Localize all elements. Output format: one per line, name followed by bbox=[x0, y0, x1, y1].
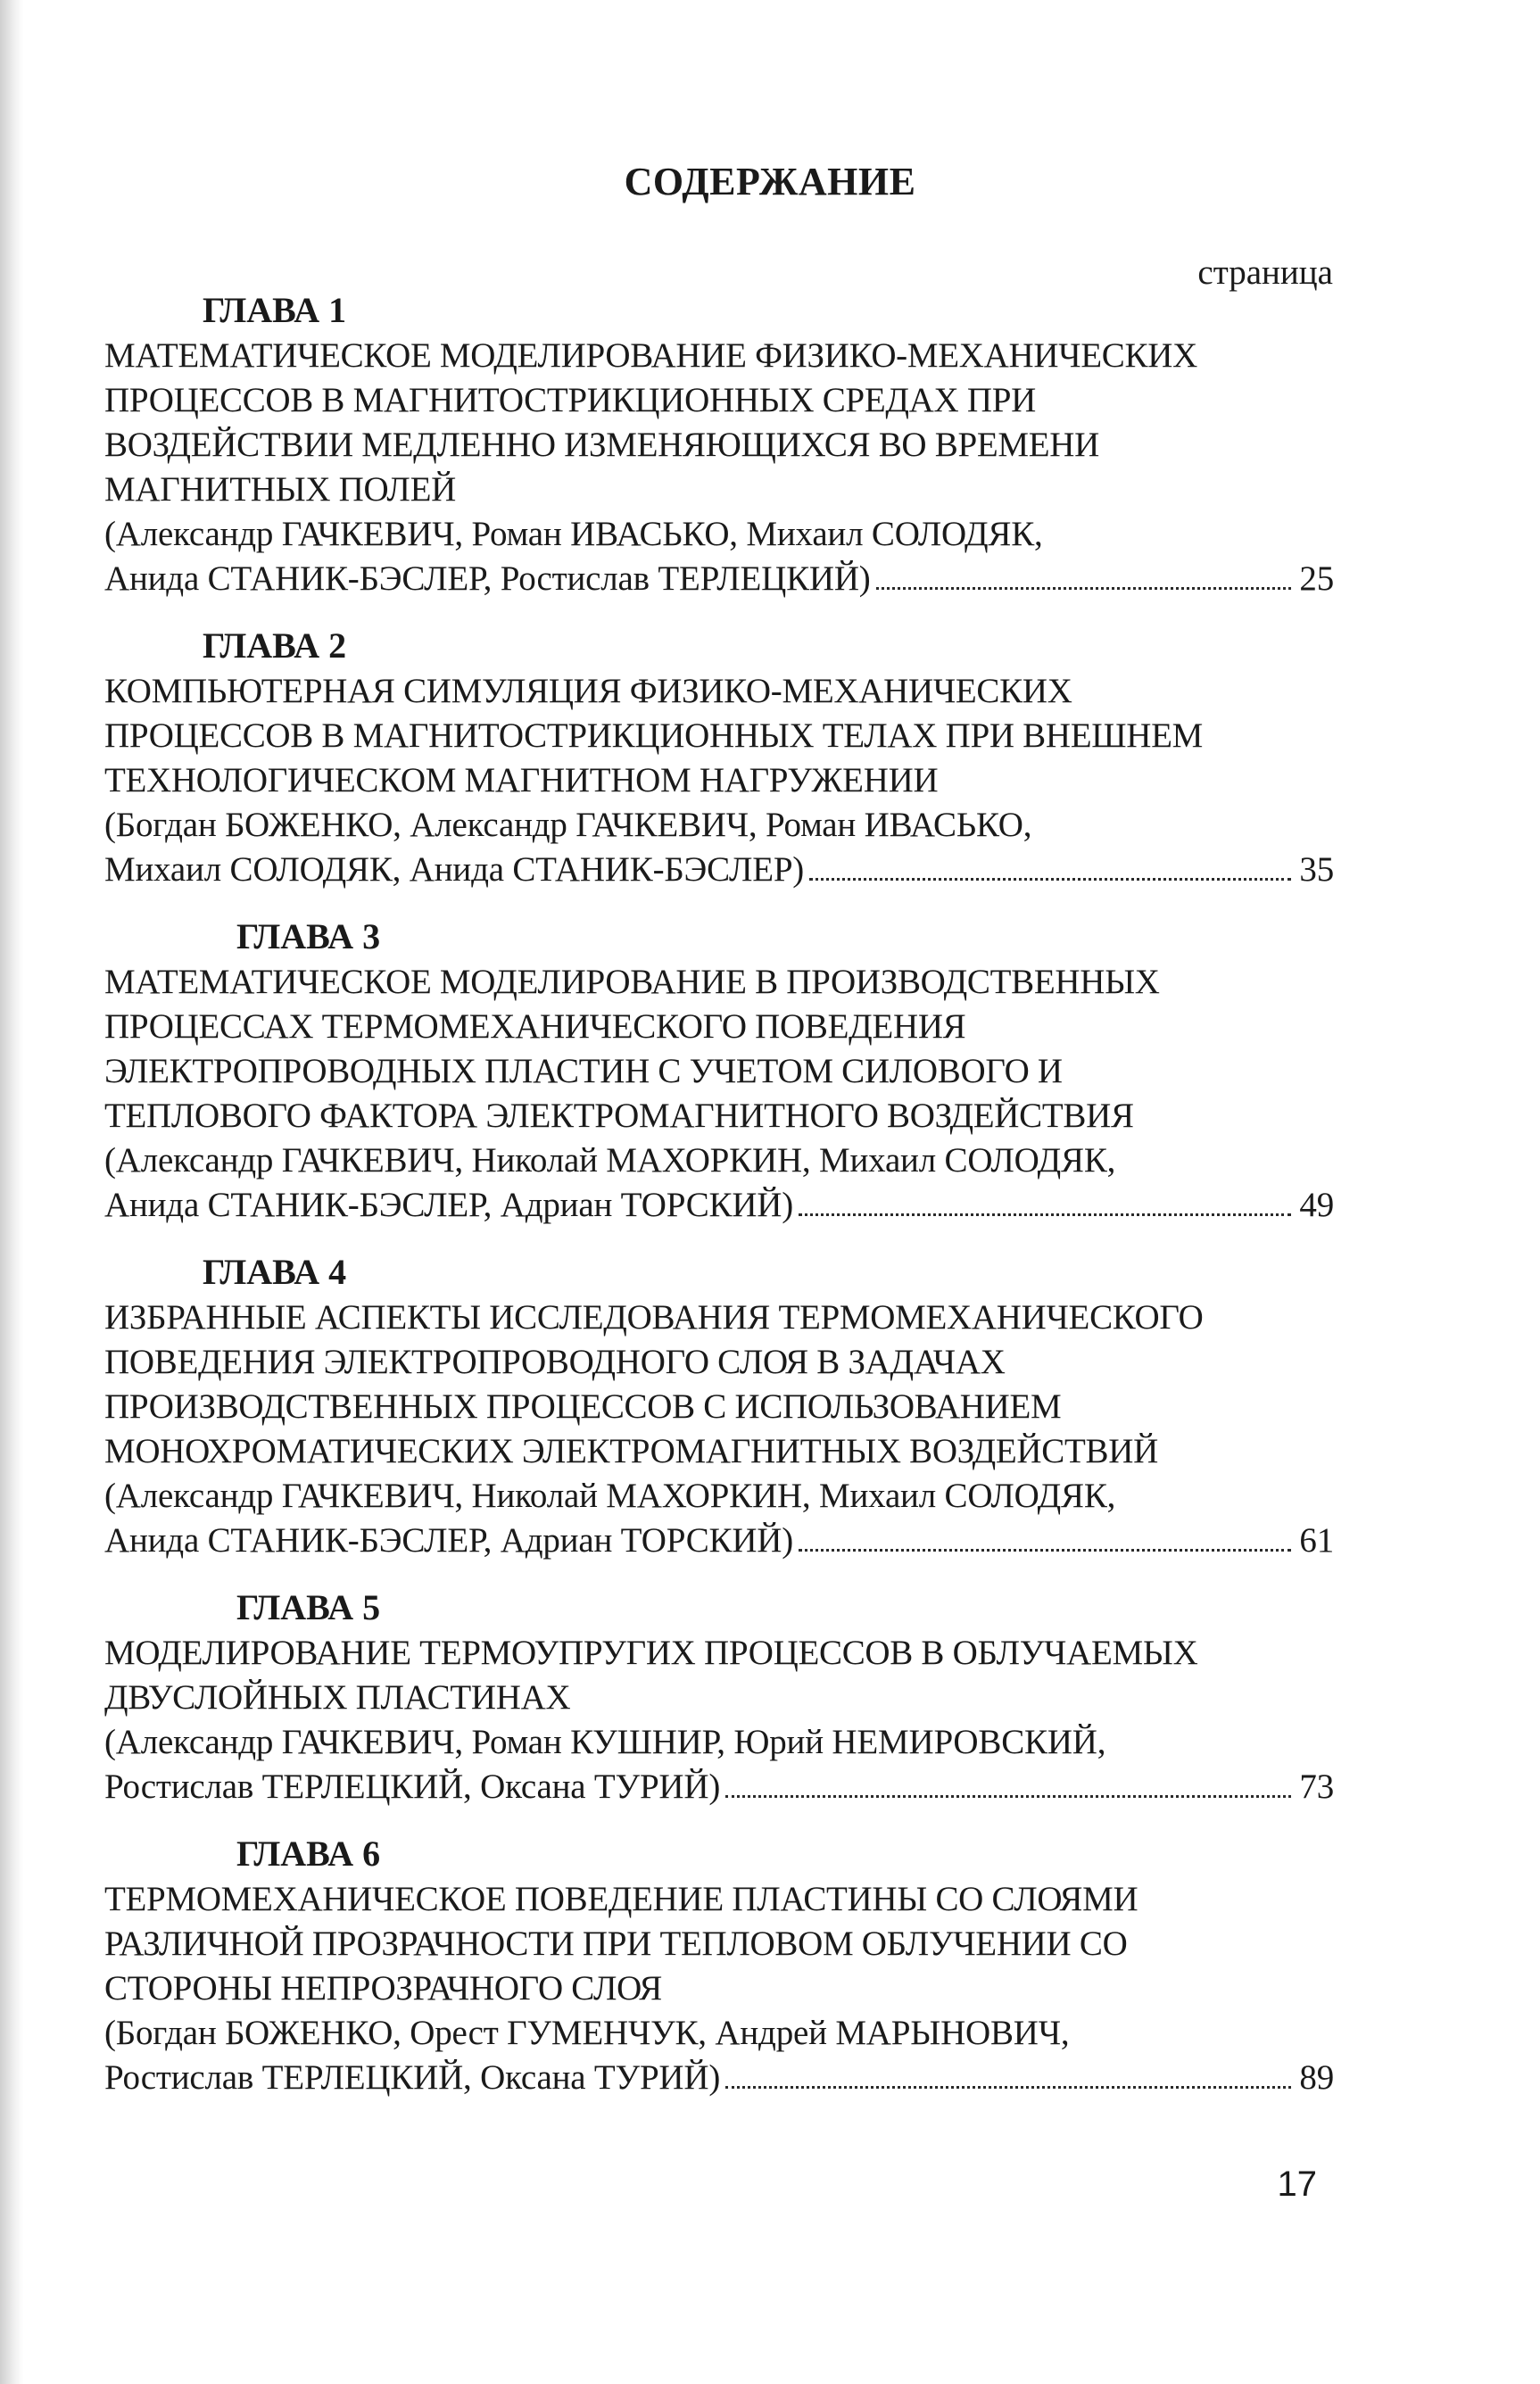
chapter-title-line: ПРОЦЕССОВ В МАГНИТОСТРИКЦИОННЫХ ТЕЛАХ ПРИ ВНЕШНЕМ bbox=[104, 716, 1204, 755]
chapter-title-line: МОНОХРОМАТИЧЕСКИХ ЭЛЕКТРОМАГНИТНЫХ ВОЗДЕЙСТВИЙ bbox=[104, 1432, 1158, 1470]
table-of-contents bbox=[104, 287, 1334, 2122]
chapter-title-line: РАЗЛИЧНОЙ ПРОЗРАЧНОСТИ ПРИ ТЕПЛОВОМ ОБЛУЧЕНИИ СО bbox=[104, 1925, 1128, 1963]
chapter-label: ГЛАВА 6 bbox=[236, 1834, 381, 1874]
authors-line-with-page bbox=[104, 2056, 1334, 2100]
toc-entry[interactable] bbox=[104, 623, 1334, 892]
scan-edge-shadow bbox=[0, 0, 23, 2384]
chapter-authors bbox=[104, 803, 1334, 892]
dot-leader bbox=[876, 587, 1291, 590]
authors-line: Михаил СОЛОДЯК, Анида СТАНИК-БЭСЛЕР) bbox=[104, 850, 805, 889]
chapter-authors bbox=[104, 512, 1334, 601]
authors-line: (Богдан БОЖЕНКО, Александр ГАЧКЕВИЧ, Роман ИВАСЬКО, bbox=[104, 806, 1032, 844]
chapter-authors bbox=[104, 1720, 1334, 1809]
toc-entry[interactable] bbox=[104, 1585, 1334, 1809]
authors-line: (Александр ГАЧКЕВИЧ, Николай МАХОРКИН, Михаил СОЛОДЯК, bbox=[104, 1141, 1116, 1180]
chapter-title-line: СТОРОНЫ НЕПРОЗРАЧНОГО СЛОЯ bbox=[104, 1969, 662, 2007]
toc-page-number[interactable]: 73 bbox=[1299, 1767, 1334, 1806]
authors-line: (Александр ГАЧКЕВИЧ, Роман ИВАСЬКО, Михаил СОЛОДЯК, bbox=[104, 515, 1043, 553]
chapter-title-line: ДВУСЛОЙНЫХ ПЛАСТИНАХ bbox=[104, 1678, 571, 1717]
chapter-title-line: КОМПЬЮТЕРНАЯ СИМУЛЯЦИЯ ФИЗИКО-МЕХАНИЧЕСКИХ bbox=[104, 672, 1072, 710]
toc-page-number[interactable]: 35 bbox=[1299, 850, 1334, 889]
chapter-title-line: ВОЗДЕЙСТВИИ МЕДЛЕННО ИЗМЕНЯЮЩИХСЯ ВО ВРЕМЕНИ bbox=[104, 426, 1099, 464]
chapter-title bbox=[104, 1295, 1334, 1474]
chapter-title-line: ТЕХНОЛОГИЧЕСКОМ МАГНИТНОМ НАГРУЖЕНИИ bbox=[104, 761, 939, 799]
authors-line: (Александр ГАЧКЕВИЧ, Роман КУШНИР, Юрий НЕМИРОВСКИЙ, bbox=[104, 1723, 1106, 1761]
chapter-label: ГЛАВА 4 bbox=[203, 1252, 347, 1292]
chapter-title-line: МАГНИТНЫХ ПОЛЕЙ bbox=[104, 470, 456, 509]
authors-line-with-page bbox=[104, 1765, 1334, 1809]
chapter-title bbox=[104, 334, 1334, 512]
dot-leader bbox=[799, 1549, 1291, 1552]
chapter-title bbox=[104, 669, 1334, 803]
chapter-authors bbox=[104, 1474, 1334, 1563]
chapter-title-line: ТЕПЛОВОГО ФАКТОРА ЭЛЕКТРОМАГНИТНОГО ВОЗДЕЙСТВИЯ bbox=[104, 1097, 1134, 1135]
chapter-authors bbox=[104, 1138, 1334, 1228]
authors-line: Ростислав ТЕРЛЕЦКИЙ, Оксана ТУРИЙ) bbox=[104, 1767, 721, 1806]
chapter-title-line: ПОВЕДЕНИЯ ЭЛЕКТРОПРОВОДНОГО СЛОЯ В ЗАДАЧАХ bbox=[104, 1343, 1006, 1381]
chapter-title-line: ПРОЦЕССАХ ТЕРМОМЕХАНИЧЕСКОГО ПОВЕДЕНИЯ bbox=[104, 1007, 966, 1046]
chapter-title-line: ИЗБРАННЫЕ АСПЕКТЫ ИССЛЕДОВАНИЯ ТЕРМОМЕХАНИЧЕСКОГО bbox=[104, 1298, 1204, 1337]
dot-leader bbox=[725, 2086, 1291, 2089]
chapter-title-line: ПРОЦЕССОВ В МАГНИТОСТРИКЦИОННЫХ СРЕДАХ ПРИ bbox=[104, 381, 1036, 419]
authors-line-with-page bbox=[104, 557, 1334, 601]
page-column-label: страница bbox=[1197, 253, 1333, 292]
chapter-title-line: МАТЕМАТИЧЕСКОЕ МОДЕЛИРОВАНИЕ ФИЗИКО-МЕХАНИЧЕСКИХ bbox=[104, 336, 1197, 375]
dot-leader bbox=[799, 1213, 1291, 1216]
authors-line: Анида СТАНИК-БЭСЛЕР, Ростислав ТЕРЛЕЦКИЙ) bbox=[104, 559, 871, 598]
page-title: СОДЕРЖАНИЕ bbox=[624, 160, 916, 203]
authors-line-with-page bbox=[104, 1519, 1334, 1563]
toc-page-number[interactable]: 25 bbox=[1299, 559, 1334, 598]
authors-line-with-page bbox=[104, 1183, 1334, 1228]
chapter-title bbox=[104, 960, 1334, 1138]
authors-line: (Александр ГАЧКЕВИЧ, Николай МАХОРКИН, Михаил СОЛОДЯК, bbox=[104, 1477, 1116, 1515]
authors-line: Ростислав ТЕРЛЕЦКИЙ, Оксана ТУРИЙ) bbox=[104, 2058, 721, 2097]
dot-leader bbox=[725, 1795, 1291, 1798]
chapter-authors bbox=[104, 2011, 1334, 2100]
chapter-title-line: ЭЛЕКТРОПРОВОДНЫХ ПЛАСТИН С УЧЕТОМ СИЛОВОГО И bbox=[104, 1052, 1063, 1090]
page-number: 17 bbox=[1277, 2165, 1317, 2204]
chapter-label: ГЛАВА 2 bbox=[203, 625, 347, 666]
chapter-label: ГЛАВА 1 bbox=[203, 290, 347, 330]
toc-entry[interactable] bbox=[104, 914, 1334, 1228]
chapter-title-line: МОДЕЛИРОВАНИЕ ТЕРМОУПРУГИХ ПРОЦЕССОВ В ОБЛУЧАЕМЫХ bbox=[104, 1634, 1198, 1672]
authors-line-with-page bbox=[104, 848, 1334, 892]
toc-page-number[interactable]: 49 bbox=[1299, 1186, 1334, 1224]
chapter-title-line: МАТЕМАТИЧЕСКОЕ МОДЕЛИРОВАНИЕ В ПРОИЗВОДСТВЕННЫХ bbox=[104, 963, 1160, 1001]
chapter-title bbox=[104, 1631, 1334, 1720]
toc-entry[interactable] bbox=[104, 1831, 1334, 2100]
toc-page-number[interactable]: 61 bbox=[1299, 1521, 1334, 1560]
chapter-label: ГЛАВА 5 bbox=[236, 1587, 381, 1627]
chapter-title bbox=[104, 1877, 1334, 2011]
chapter-title-line: ТЕРМОМЕХАНИЧЕСКОЕ ПОВЕДЕНИЕ ПЛАСТИНЫ СО СЛОЯМИ bbox=[104, 1880, 1138, 1918]
toc-page-number[interactable]: 89 bbox=[1299, 2058, 1334, 2097]
authors-line: (Богдан БОЖЕНКО, Орест ГУМЕНЧУК, Андрей МАРЫНОВИЧ, bbox=[104, 2014, 1070, 2052]
chapter-title-line: ПРОИЗВОДСТВЕННЫХ ПРОЦЕССОВ С ИСПОЛЬЗОВАНИЕМ bbox=[104, 1387, 1062, 1426]
dot-leader bbox=[809, 878, 1291, 881]
chapter-label: ГЛАВА 3 bbox=[236, 916, 381, 956]
toc-entry[interactable] bbox=[104, 1249, 1334, 1563]
authors-line: Анида СТАНИК-БЭСЛЕР, Адриан ТОРСКИЙ) bbox=[104, 1186, 794, 1224]
toc-entry[interactable] bbox=[104, 287, 1334, 601]
authors-line: Анида СТАНИК-БЭСЛЕР, Адриан ТОРСКИЙ) bbox=[104, 1521, 794, 1560]
